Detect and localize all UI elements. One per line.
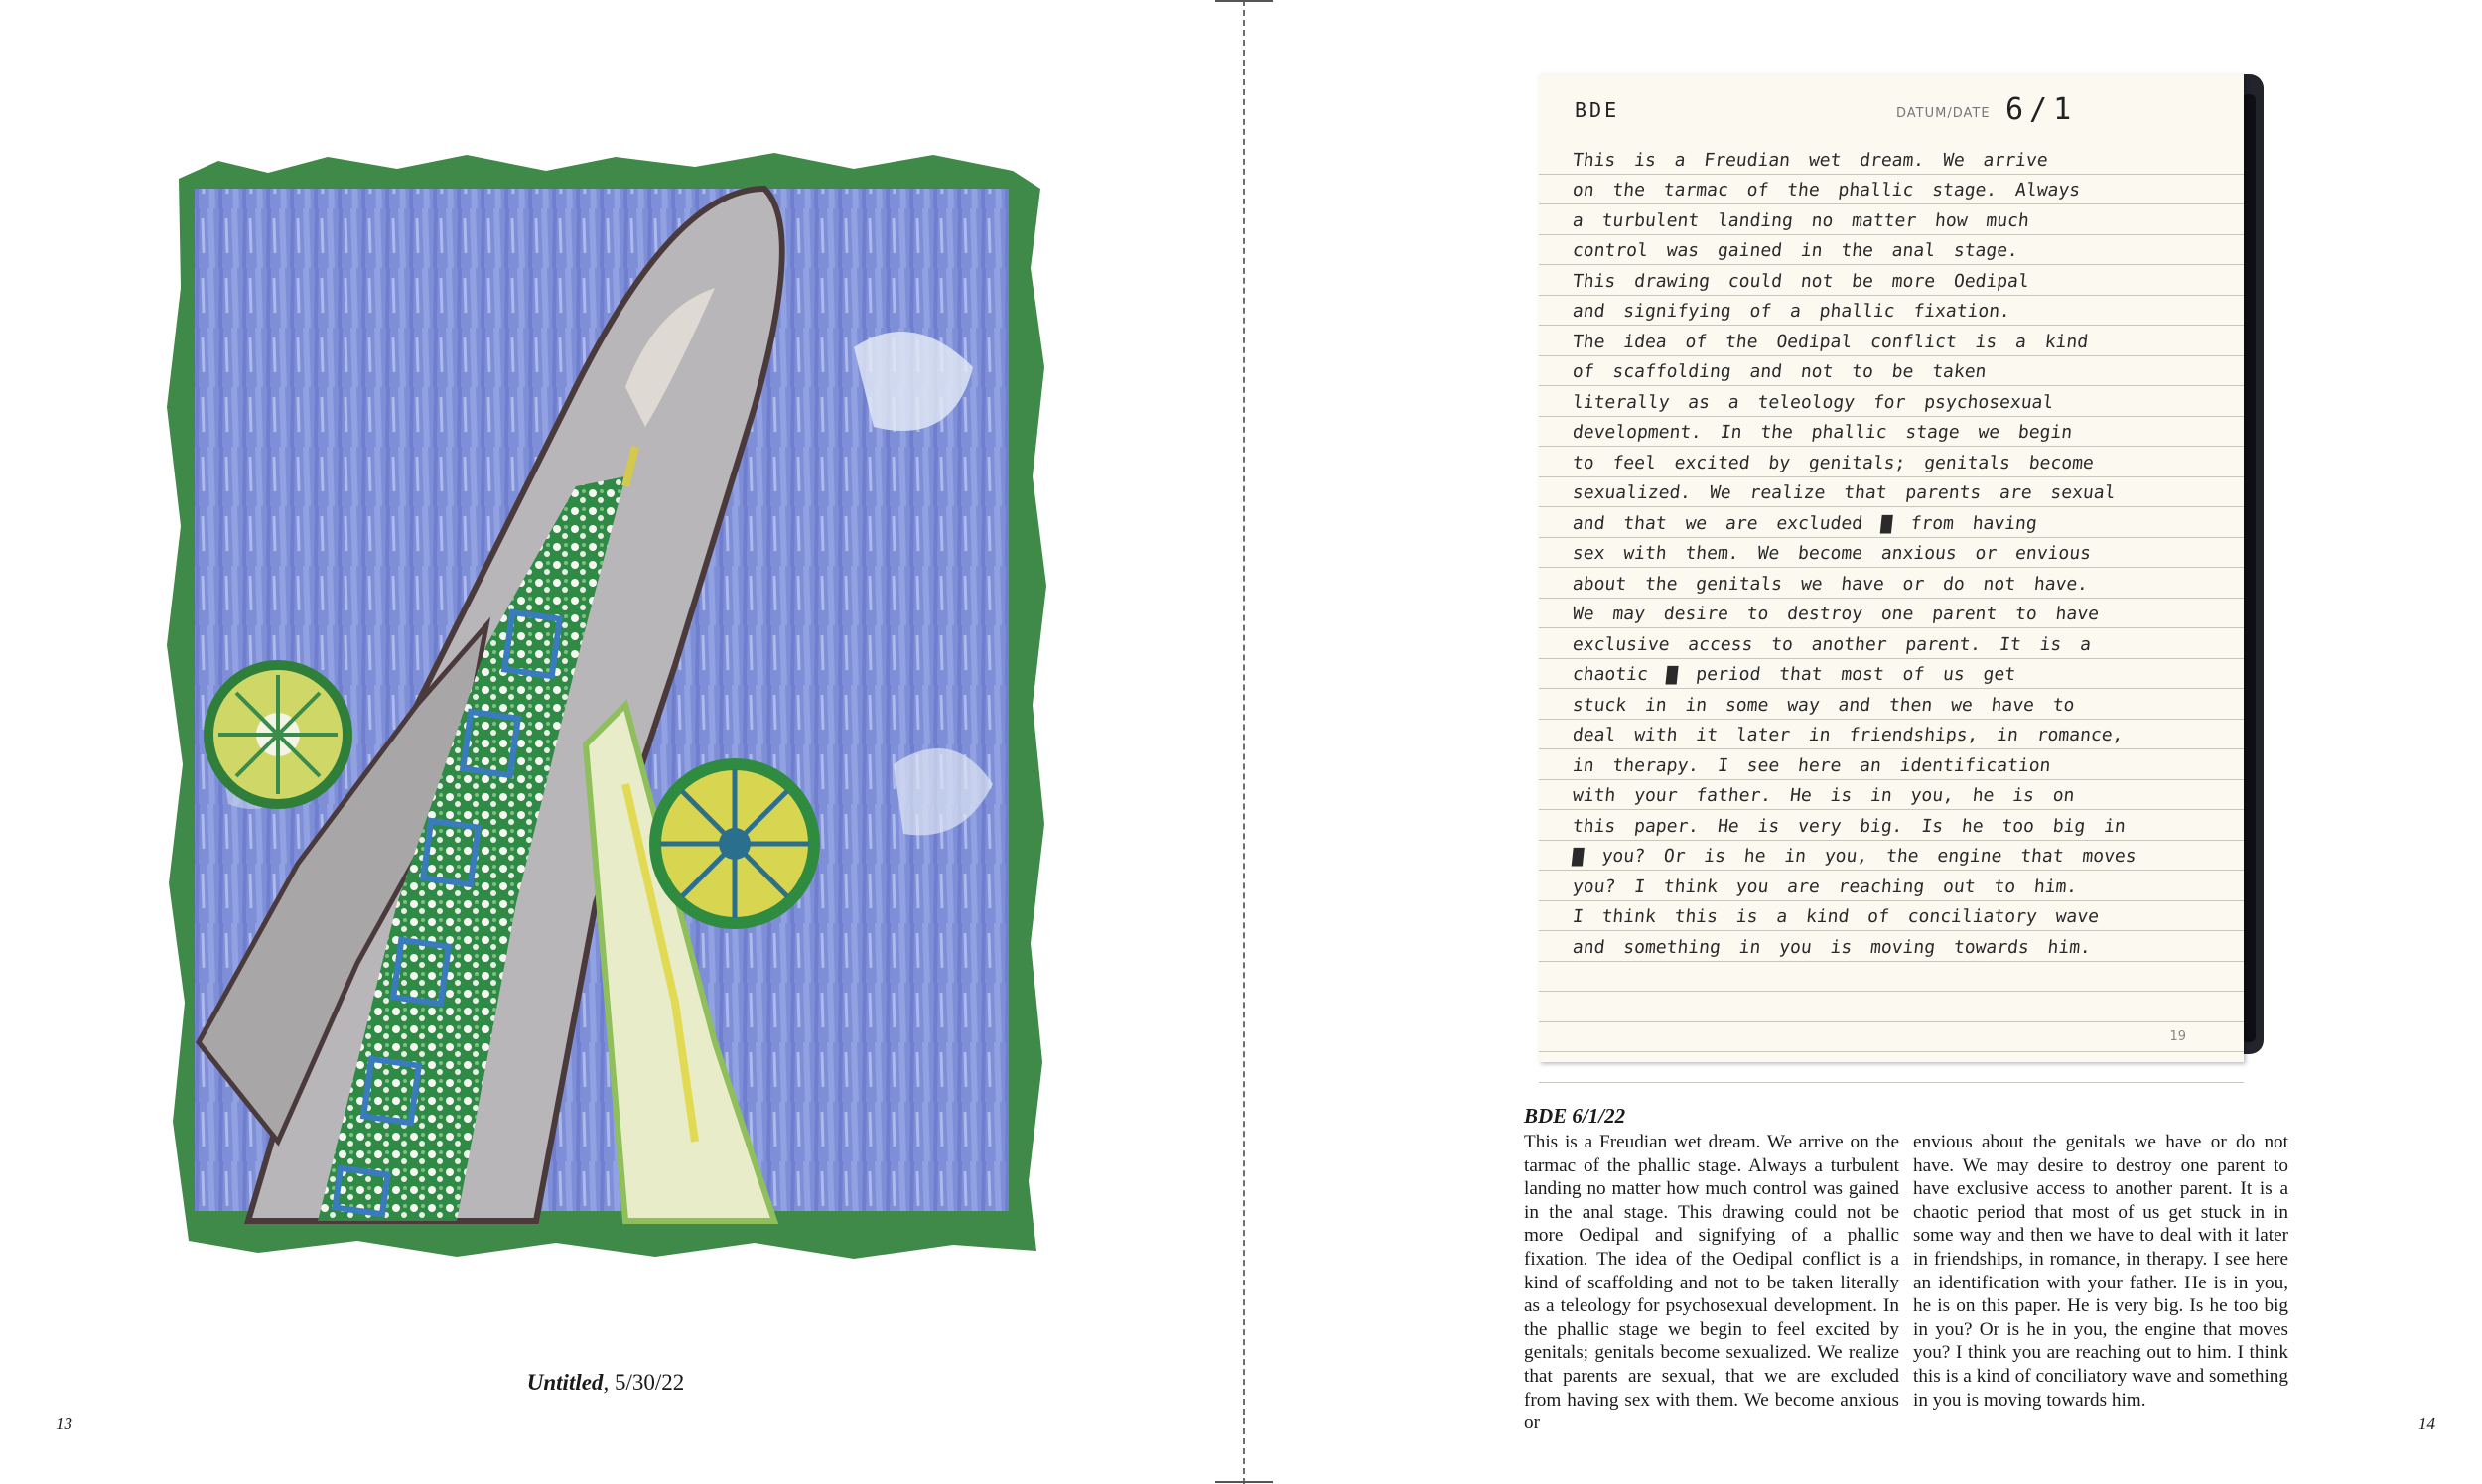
transcription-title: BDE 6/1/22 xyxy=(1524,1104,1626,1128)
handwritten-text: This is a Freudian wet dream. We arrive xyxy=(1571,149,2049,171)
notebook-line xyxy=(1539,659,2244,690)
notebook-line xyxy=(1539,447,2244,477)
gutter-bottom-mark xyxy=(1215,1481,1273,1483)
handwritten-text: stuck in in some way and then we have to xyxy=(1571,694,2076,716)
notebook-line xyxy=(1539,689,2244,720)
notebook-line xyxy=(1539,175,2244,205)
notebook-line xyxy=(1539,568,2244,599)
notebook-line xyxy=(1539,810,2244,841)
transcription xyxy=(1524,1104,2288,1435)
notebook-elastic-strap xyxy=(2242,94,2256,1042)
notebook-line xyxy=(1539,1022,2244,1053)
handwritten-text: on the tarmac of the phallic stage. Always xyxy=(1571,180,2082,201)
handwritten-text: of scaffolding and not to be taken xyxy=(1571,361,1988,382)
notebook-line xyxy=(1539,871,2244,901)
handwritten-text: sex with them. We become anxious or envious xyxy=(1571,543,2093,564)
notebook-page-number: 19 xyxy=(2169,1029,2186,1044)
notebook-date-label: DATUM/DATE xyxy=(1896,106,1991,121)
notebook-sheet xyxy=(1539,74,2244,1062)
notebook-line xyxy=(1539,749,2244,780)
artwork-drawing xyxy=(159,149,1052,1266)
notebook-line xyxy=(1539,538,2244,569)
notebook-line xyxy=(1539,1052,2244,1083)
handwritten-text: This drawing could not be more Oedipal xyxy=(1571,270,2030,292)
notebook-line xyxy=(1539,326,2244,356)
handwritten-text: a turbulent landing no matter how much xyxy=(1571,209,2030,231)
handwritten-text: in therapy. I see here an identification xyxy=(1571,754,2052,776)
handwritten-text: and that we are excluded ▇ from having xyxy=(1571,512,2038,534)
handwritten-text: We may desire to destroy one parent to have xyxy=(1571,604,2101,624)
notebook-line xyxy=(1539,962,2244,993)
page-number-right: 14 xyxy=(2418,1415,2435,1433)
notebook-page-photo xyxy=(1539,74,2313,1062)
transcription-column-left: This is a Freudian wet dream. We arrive on the tarmac of the phallic stage. Always a turbulent landing no matter how much control was gained in the anal stage. This drawing could not be more Oedipal and signifying of a phallic fixation. The idea of the Oedipal conflict is a kind of scaffolding and not to be taken literally as a teleology for psychosexual development. In the phallic stage we begin to feel excited by genitals; genitals become sexualized. We realize that parents are sexual, that we are excluded from having sex with them. We become anxious or xyxy=(1524,1132,1899,1434)
artwork-caption-date: , 5/30/22 xyxy=(603,1370,685,1395)
notebook-code: BDE xyxy=(1575,98,1620,122)
notebook-date-value: 6/1 xyxy=(2005,92,2078,127)
handwritten-text: with your father. He is in you, he is on xyxy=(1571,785,2076,806)
notebook-line xyxy=(1539,417,2244,448)
notebook-line xyxy=(1539,599,2244,629)
notebook-line xyxy=(1539,477,2244,508)
notebook-line xyxy=(1539,204,2244,235)
handwritten-text: chaotic ▇ period that most of us get xyxy=(1571,664,2017,685)
page-number-left: 13 xyxy=(56,1415,72,1433)
handwritten-text: development. In the phallic stage we begin xyxy=(1571,422,2074,443)
notebook-line xyxy=(1539,841,2244,872)
notebook-line xyxy=(1539,931,2244,962)
gutter-top-mark xyxy=(1215,0,1273,2)
handwritten-text: you? I think you are reaching out to him. xyxy=(1571,876,2079,897)
handwritten-text: The idea of the Oedipal conflict is a kind xyxy=(1571,331,2090,352)
notebook-line xyxy=(1539,507,2244,538)
handwritten-text: about the genitals we have or do not have. xyxy=(1571,573,2090,595)
handwritten-text: to feel excited by genitals; genitals become xyxy=(1571,452,2095,473)
handwritten-text: control was gained in the anal stage. xyxy=(1571,240,2020,261)
handwritten-text: I think this is a kind of conciliatory wave xyxy=(1571,906,2101,927)
notebook-line xyxy=(1539,296,2244,327)
notebook-line xyxy=(1539,235,2244,266)
handwritten-text: this paper. He is very big. Is he too big in xyxy=(1571,815,2127,837)
notebook-line xyxy=(1539,628,2244,659)
transcription-column-right: envious about the genitals we have or do not have. We may desire to destroy one parent to have exclusive access to another parent. It is a chaotic period that most of us get stuck in in some way and then we have to deal with it later in friendships, in romance, in therapy. I see here an identification with your father. He is in you, he is on this paper. He is very big. Is he too big in you? Or is he in you, the engine that moves you? I think you are reaching out to him. I think this is a kind of conciliatory wave and something in you is moving towards him. xyxy=(1913,1132,2288,1411)
notebook-line xyxy=(1539,265,2244,296)
handwritten-text: and something in you is moving towards him. xyxy=(1571,936,2093,958)
notebook-line xyxy=(1539,356,2244,387)
notebook-line xyxy=(1539,901,2244,932)
handwritten-text: deal with it later in friendships, in romance, xyxy=(1571,725,2125,745)
notebook-line xyxy=(1539,992,2244,1022)
notebook-line xyxy=(1539,780,2244,811)
notebook-line xyxy=(1539,720,2244,750)
transcription-columns xyxy=(1524,1131,2288,1435)
notebook-line xyxy=(1539,144,2244,175)
handwritten-text: exclusive access to another parent. It is a xyxy=(1571,633,2093,655)
page-gutter xyxy=(1243,0,1245,1484)
handwritten-text: sexualized. We realize that parents are sexual xyxy=(1571,482,2117,503)
handwritten-text: literally as a teleology for psychosexual xyxy=(1571,391,2055,413)
handwritten-text: and signifying of a phallic fixation. xyxy=(1571,301,2012,322)
artwork-caption xyxy=(159,1370,1052,1396)
artwork-caption-title: Untitled xyxy=(526,1370,604,1395)
notebook-line xyxy=(1539,386,2244,417)
notebook-ruled-lines xyxy=(1539,144,2244,1083)
handwritten-text: ▇ you? Or is he in you, the engine that moves xyxy=(1571,846,2137,867)
